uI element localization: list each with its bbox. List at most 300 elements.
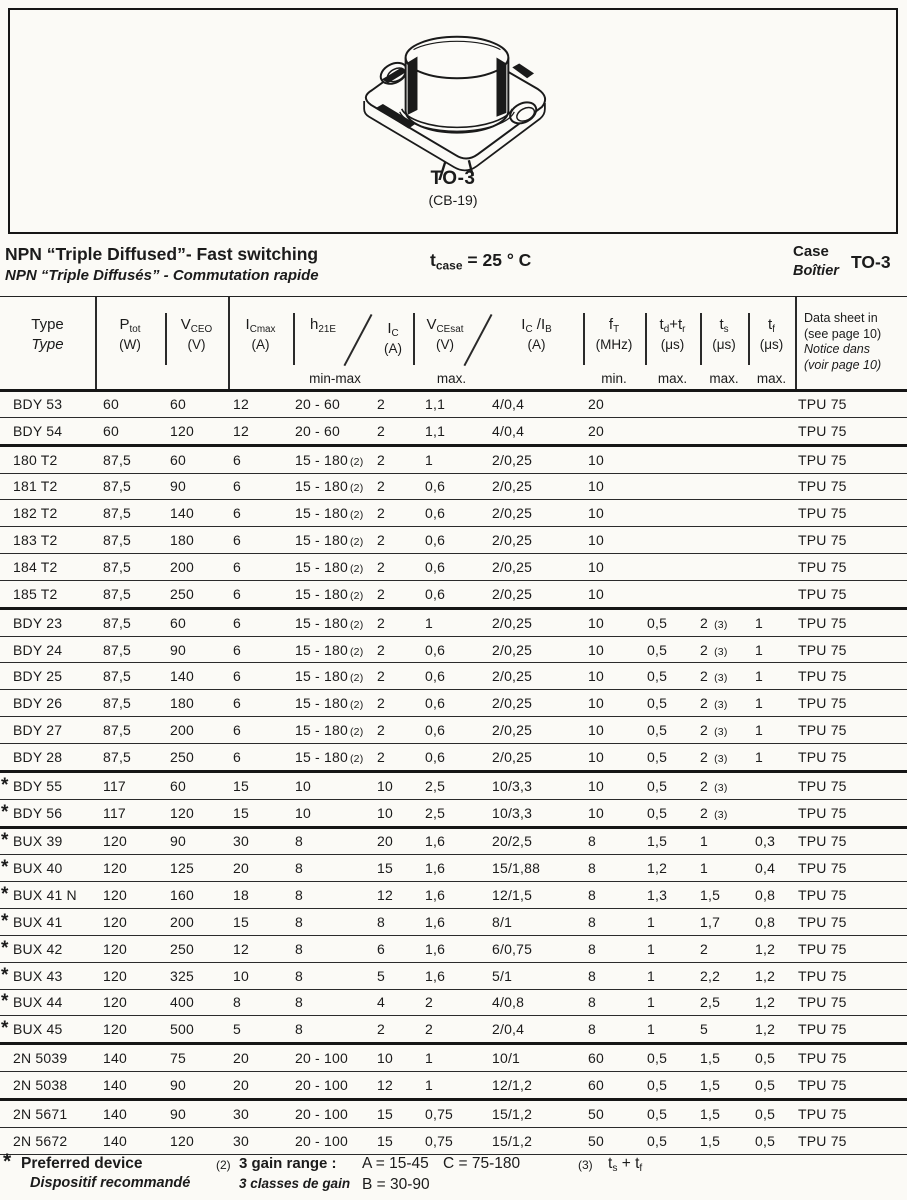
cell-type: BDY 26: [13, 695, 63, 712]
cell-h21e: 20 - 100: [295, 1105, 348, 1122]
col-header-ic: $I_C$ (A): [384, 320, 402, 356]
cell-tf: 1: [755, 722, 763, 739]
cell-ts: 2: [700, 748, 713, 765]
cell-tdtr: 0,5: [647, 777, 668, 794]
cell-ptot: 140: [103, 1077, 127, 1094]
cell-ptot: 87,5: [103, 695, 132, 712]
cell-tdtr: 1: [647, 1021, 655, 1038]
cell-icmax: 30: [233, 1105, 249, 1122]
cell-tf: 1,2: [755, 994, 776, 1011]
cell-sheet: TPU 75: [798, 1132, 847, 1149]
cell-ptot: 140: [103, 1132, 127, 1149]
cell-ts: 2,5: [700, 994, 721, 1011]
table-row: [0, 1016, 907, 1045]
cell-icmax: 6: [233, 505, 241, 522]
cell-vcesat: 1,1: [425, 422, 446, 439]
cell-icmax: 18: [233, 887, 249, 904]
cell-sheet: TPU 75: [798, 668, 847, 685]
cell-ts-note: (3): [714, 781, 728, 794]
table-row: [0, 447, 907, 474]
cell-ic: 12: [377, 887, 393, 904]
cell-tf: 1: [755, 748, 763, 765]
cell-sheet: TPU 75: [798, 777, 847, 794]
cell-ptot: 60: [103, 422, 119, 439]
cell-ptot: 120: [103, 860, 127, 877]
cell-icmax: 6: [233, 614, 241, 631]
cell-icmax: 15: [233, 777, 249, 794]
cell-ptot: 140: [103, 1105, 127, 1122]
cell-vcesat: 0,6: [425, 641, 446, 658]
cell-ts-note: (3): [714, 672, 728, 685]
cell-ic: 2: [377, 395, 385, 412]
cell-icmax: 6: [233, 695, 241, 712]
cell-ts-note: (3): [714, 808, 728, 821]
preferred-star: *: [1, 774, 9, 796]
col-header-icib: $I_C$ $/I_B$ (A): [521, 316, 552, 352]
cell-ic: 2: [377, 532, 385, 549]
table-row: [0, 963, 907, 990]
cell-sheet: TPU 75: [798, 833, 847, 850]
cell-sheet: TPU 75: [798, 614, 847, 631]
cell-tf: 0,8: [755, 913, 776, 930]
cell-ts: 2,2: [700, 967, 721, 984]
cell-vcesat: 1,6: [425, 913, 446, 930]
cell-vceo: 180: [170, 695, 194, 712]
cell-icib: 2/0,4: [492, 1021, 525, 1038]
cell-tdtr: 0,5: [647, 668, 668, 685]
cell-type: BDY 25: [13, 668, 63, 685]
cell-icib: 15/1,2: [492, 1132, 533, 1149]
table-row: [0, 527, 907, 554]
cell-ic: 10: [377, 1050, 393, 1067]
table-row: [0, 474, 907, 501]
cell-type: BUX 44: [13, 994, 63, 1011]
cell-vcesat: 0,6: [425, 532, 446, 549]
cell-ptot: 120: [103, 913, 127, 930]
cell-icib: 20/2,5: [492, 833, 533, 850]
preferred-star: *: [1, 884, 9, 906]
cell-vcesat: 1: [425, 1077, 433, 1094]
col-header-ptot: $P_{tot}$ (W): [119, 316, 141, 352]
cell-h21e: 20 - 100: [295, 1050, 348, 1067]
col-header-vceo: $V_{CEO}$ (V): [180, 316, 213, 352]
col-header-h21e: $h_{21E}$: [310, 316, 336, 335]
cell-ptot: 87,5: [103, 748, 132, 765]
col-limit-h21e: min-max: [309, 371, 361, 386]
cell-tf: 1,2: [755, 967, 776, 984]
cell-sheet: TPU 75: [798, 860, 847, 877]
cell-vcesat: 1,1: [425, 395, 446, 412]
col-limit-ts: max.: [709, 371, 739, 386]
cell-ptot: 120: [103, 994, 127, 1011]
col-limit-tdtr: max.: [657, 371, 688, 386]
cell-icib: 4/0,4: [492, 395, 525, 412]
cell-ptot: 87,5: [103, 532, 132, 549]
cell-h21e-note: (2): [349, 618, 364, 631]
cell-ft: 8: [588, 967, 596, 984]
cell-type: 2N 5672: [13, 1132, 68, 1149]
footnote2-marker: (2): [216, 1158, 231, 1172]
cell-icmax: 6: [233, 478, 241, 495]
cell-ts: 2: [700, 777, 713, 794]
cell-icib: 2/0,25: [492, 585, 533, 602]
cell-type: 183 T2: [13, 532, 58, 549]
cell-vcesat: 0,6: [425, 478, 446, 495]
cell-ic: 2: [377, 695, 385, 712]
cell-h21e: 8: [295, 940, 303, 957]
cell-tdtr: 1,2: [647, 860, 668, 877]
cell-ptot: 120: [103, 967, 127, 984]
table-row: [0, 690, 907, 717]
cell-ic: 5: [377, 967, 385, 984]
cell-vcesat: 0,6: [425, 722, 446, 739]
cell-h21e-note: (2): [349, 699, 364, 712]
cell-sheet: TPU 75: [798, 1021, 847, 1038]
cell-icib: 15/1,88: [492, 860, 541, 877]
cell-ft: 8: [588, 1021, 596, 1038]
preferred-note-fr: Dispositif recommandé: [30, 1175, 191, 1191]
cell-icmax: 6: [233, 748, 241, 765]
cell-ft: 10: [588, 668, 604, 685]
cell-icmax: 20: [233, 1050, 249, 1067]
table-row: [0, 1072, 907, 1101]
footnote3-text: $t_s + t_f$: [608, 1155, 643, 1174]
cell-h21e: 8: [295, 887, 303, 904]
cell-tdtr: 0,5: [647, 1105, 668, 1122]
cell-h21e: 15 - 180: [295, 722, 348, 739]
cell-sheet: TPU 75: [798, 887, 847, 904]
cell-sheet: TPU 75: [798, 451, 847, 468]
cell-ft: 10: [588, 641, 604, 658]
cell-ptot: 87,5: [103, 668, 132, 685]
table-row: [0, 829, 907, 856]
cell-vceo: 90: [170, 1105, 186, 1122]
cell-type: BUX 45: [13, 1021, 63, 1038]
cell-ts: 1,5: [700, 1132, 721, 1149]
cell-ptot: 60: [103, 395, 119, 412]
package-alt-name: (CB-19): [428, 192, 478, 208]
cell-sheet: TPU 75: [798, 478, 847, 495]
cell-ft: 10: [588, 558, 604, 575]
cell-ft: 8: [588, 860, 596, 877]
table-row: [0, 663, 907, 690]
cell-vceo: 60: [170, 395, 186, 412]
preferred-star: *: [1, 910, 9, 932]
cell-ft: 8: [588, 994, 596, 1011]
cell-h21e: 15 - 180: [295, 668, 348, 685]
cell-type: BDY 53: [13, 395, 63, 412]
col-header-vcesat: $V_{CEsat}$ (V): [426, 316, 464, 352]
table-row: [0, 1101, 907, 1128]
cell-vceo: 500: [170, 1021, 194, 1038]
cell-ic: 2: [377, 585, 385, 602]
table-row: [0, 637, 907, 664]
cell-vcesat: 1,6: [425, 940, 446, 957]
cell-vceo: 250: [170, 748, 194, 765]
footnote2-range-a: A = 15-45: [362, 1155, 429, 1172]
cell-vcesat: 2,5: [425, 777, 446, 794]
cell-tf: 0,5: [755, 1132, 776, 1149]
cell-icmax: 6: [233, 668, 241, 685]
table-row: [0, 773, 907, 800]
table-row: [0, 610, 907, 637]
cell-icmax: 6: [233, 532, 241, 549]
cell-icib: 8/1: [492, 913, 513, 930]
cell-vcesat: 0,6: [425, 558, 446, 575]
cell-tdtr: 0,5: [647, 748, 668, 765]
cell-ic: 2: [377, 748, 385, 765]
cell-type: 182 T2: [13, 505, 58, 522]
cell-icmax: 5: [233, 1021, 241, 1038]
table-row: [0, 909, 907, 936]
cell-vceo: 250: [170, 585, 194, 602]
cell-ft: 10: [588, 722, 604, 739]
cell-h21e: 15 - 180: [295, 505, 348, 522]
cell-tdtr: 0,5: [647, 804, 668, 821]
cell-sheet: TPU 75: [798, 804, 847, 821]
cell-tdtr: 0,5: [647, 1077, 668, 1094]
cell-vceo: 160: [170, 887, 194, 904]
cell-type: BUX 41: [13, 913, 63, 930]
cell-ft: 10: [588, 777, 604, 794]
table-row: [0, 744, 907, 773]
cell-ic: 2: [377, 722, 385, 739]
cell-icmax: 30: [233, 1132, 249, 1149]
cell-h21e: 15 - 180: [295, 614, 348, 631]
cell-icib: 2/0,25: [492, 478, 533, 495]
cell-sheet: TPU 75: [798, 395, 847, 412]
cell-ptot: 120: [103, 1021, 127, 1038]
cell-ic: 15: [377, 1105, 393, 1122]
preferred-star: *: [1, 830, 9, 852]
cell-ft: 10: [588, 695, 604, 712]
cell-h21e-note: (2): [349, 589, 364, 602]
cell-ts: 1,5: [700, 887, 721, 904]
cell-h21e-note: (2): [349, 672, 364, 685]
cell-h21e: 15 - 180: [295, 532, 348, 549]
cell-h21e: 15 - 180: [295, 695, 348, 712]
col-header-icmax: $I_{Cmax}$ (A): [245, 316, 276, 352]
cell-ic: 10: [377, 777, 393, 794]
cell-tdtr: 0,5: [647, 1132, 668, 1149]
cell-vcesat: 0,6: [425, 695, 446, 712]
cell-ic: 2: [377, 614, 385, 631]
cell-icib: 10/3,3: [492, 777, 533, 794]
cell-type: 185 T2: [13, 585, 58, 602]
cell-vcesat: 0,6: [425, 505, 446, 522]
cell-sheet: TPU 75: [798, 1105, 847, 1122]
cell-ft: 10: [588, 585, 604, 602]
cell-icib: 6/0,75: [492, 940, 533, 957]
cell-ic: 6: [377, 940, 385, 957]
cell-vcesat: 1,6: [425, 967, 446, 984]
cell-h21e-note: (2): [349, 536, 364, 549]
cell-tdtr: 1: [647, 994, 655, 1011]
cell-h21e-note: (2): [349, 726, 364, 739]
cell-ft: 10: [588, 614, 604, 631]
cell-ts: 2: [700, 722, 713, 739]
cell-type: BDY 28: [13, 748, 63, 765]
cell-tdtr: 1,5: [647, 833, 668, 850]
page-title-en: NPN “Triple Diffused”- Fast switching: [5, 244, 319, 264]
cell-ic: 15: [377, 860, 393, 877]
cell-h21e: 20 - 60: [295, 422, 340, 439]
cell-ts: 5: [700, 1021, 708, 1038]
cell-vceo: 60: [170, 777, 186, 794]
cell-ts-note: (3): [714, 618, 728, 631]
cell-vceo: 60: [170, 451, 186, 468]
cell-tdtr: 0,5: [647, 641, 668, 658]
cell-vceo: 90: [170, 478, 186, 495]
cell-icmax: 20: [233, 860, 249, 877]
cell-sheet: TPU 75: [798, 940, 847, 957]
cell-icmax: 12: [233, 422, 249, 439]
cell-tdtr: 1: [647, 940, 655, 957]
footnote2-range-c: C = 75-180: [443, 1155, 521, 1172]
cell-ft: 60: [588, 1077, 604, 1094]
cell-ic: 15: [377, 1132, 393, 1149]
cell-ts-note: (3): [714, 699, 728, 712]
cell-vceo: 180: [170, 532, 194, 549]
package-panel: [8, 8, 898, 234]
preferred-star: *: [1, 937, 9, 959]
cell-vceo: 250: [170, 940, 194, 957]
cell-ptot: 117: [103, 777, 126, 794]
cell-ic: 2: [377, 451, 385, 468]
col-limit-tf: max.: [756, 371, 787, 386]
col-header-datasheet: Data sheet in (see page 10) Notice dans (voir page 10): [804, 311, 882, 372]
cell-vceo: 120: [170, 1132, 194, 1149]
cell-type: BUX 42: [13, 940, 63, 957]
cell-sheet: TPU 75: [798, 585, 847, 602]
cell-tf: 0,5: [755, 1050, 776, 1067]
col-header-tdtr: $t_d+t_r$ (μs): [659, 316, 686, 352]
cell-icib: 12/1,5: [492, 887, 533, 904]
cell-type: 2N 5039: [13, 1050, 68, 1067]
col-limit-ft: min.: [601, 371, 627, 386]
table-row: [0, 500, 907, 527]
cell-ft: 10: [588, 748, 604, 765]
cell-ptot: 140: [103, 1050, 127, 1067]
cell-icib: 2/0,25: [492, 641, 533, 658]
cell-vceo: 90: [170, 641, 186, 658]
col-header-tf: $t_f$ (μs): [759, 316, 784, 352]
cell-icmax: 20: [233, 1077, 249, 1094]
cell-vceo: 140: [170, 505, 194, 522]
cell-ptot: 120: [103, 887, 127, 904]
cell-type: 184 T2: [13, 558, 58, 575]
cell-icib: 12/1,2: [492, 1077, 533, 1094]
cell-icmax: 12: [233, 395, 249, 412]
preferred-star: *: [1, 964, 9, 986]
cell-icmax: 10: [233, 967, 249, 984]
cell-type: BDY 56: [13, 804, 63, 821]
cell-ic: 10: [377, 804, 393, 821]
cell-type: 2N 5038: [13, 1077, 68, 1094]
cell-ts: 2: [700, 641, 713, 658]
cell-type: BDY 54: [13, 422, 63, 439]
cell-tdtr: 0,5: [647, 722, 668, 739]
cell-sheet: TPU 75: [798, 994, 847, 1011]
cell-type: 180 T2: [13, 451, 58, 468]
cell-h21e: 20 - 100: [295, 1132, 348, 1149]
cell-h21e: 15 - 180: [295, 558, 348, 575]
cell-ic: 12: [377, 1077, 393, 1094]
col-header-ft: $f_T$ (MHz): [595, 316, 633, 352]
cell-ts: 1: [700, 833, 708, 850]
cell-tf: 0,3: [755, 833, 776, 850]
cell-vcesat: 0,6: [425, 748, 446, 765]
cell-icib: 2/0,25: [492, 532, 533, 549]
cell-ts-note: (3): [714, 752, 728, 765]
cell-h21e-note: (2): [349, 562, 364, 575]
cell-h21e: 10: [295, 804, 311, 821]
table-body: [0, 391, 907, 1155]
cell-vcesat: 1: [425, 451, 433, 468]
cell-ts-note: (3): [714, 645, 728, 658]
cell-sheet: TPU 75: [798, 422, 847, 439]
cell-ptot: 120: [103, 940, 127, 957]
cell-icib: 2/0,25: [492, 558, 533, 575]
cell-vceo: 90: [170, 1077, 186, 1094]
cell-vceo: 90: [170, 833, 186, 850]
cell-ic: 2: [377, 505, 385, 522]
cell-ptot: 120: [103, 833, 127, 850]
package-name: TO-3: [430, 168, 476, 189]
cell-ts-note: (3): [714, 726, 728, 739]
cell-vcesat: 0,75: [425, 1132, 454, 1149]
cell-sheet: TPU 75: [798, 532, 847, 549]
cell-vceo: 140: [170, 668, 194, 685]
cell-sheet: TPU 75: [798, 695, 847, 712]
cell-icib: 2/0,25: [492, 451, 533, 468]
cell-type: BDY 55: [13, 777, 63, 794]
cell-vceo: 75: [170, 1050, 186, 1067]
cell-h21e: 8: [295, 1021, 303, 1038]
cell-ic: 2: [377, 478, 385, 495]
cell-tdtr: 1: [647, 967, 655, 984]
cell-ft: 10: [588, 804, 604, 821]
cell-vceo: 325: [170, 967, 194, 984]
cell-icmax: 12: [233, 940, 249, 957]
cell-h21e: 8: [295, 860, 303, 877]
cell-h21e: 15 - 180: [295, 585, 348, 602]
cell-icib: 10/1: [492, 1050, 521, 1067]
cell-ts: 2: [700, 695, 713, 712]
table-row: [0, 800, 907, 829]
page-title-fr: NPN “Triple Diffusés” - Commutation rapide: [5, 267, 319, 284]
cell-ts: 1,5: [700, 1077, 721, 1094]
cell-vcesat: 2: [425, 1021, 433, 1038]
cell-ft: 60: [588, 1050, 604, 1067]
cell-ic: 2: [377, 1021, 385, 1038]
table-row: [0, 418, 907, 447]
table-row: [0, 990, 907, 1017]
cell-ic: 2: [377, 422, 385, 439]
cell-h21e: 15 - 180: [295, 478, 348, 495]
cell-h21e-note: (2): [349, 752, 364, 765]
cell-vceo: 200: [170, 913, 194, 930]
preferred-star: *: [1, 1018, 9, 1040]
tcase-condition: $t_{case} = 25$ ° C: [430, 250, 532, 273]
cell-tf: 1: [755, 668, 763, 685]
cell-icmax: 8: [233, 994, 241, 1011]
cell-h21e-note: (2): [349, 482, 364, 495]
cell-tf: 0,4: [755, 860, 776, 877]
cell-tdtr: 0,5: [647, 614, 668, 631]
table-header: [0, 296, 907, 392]
cell-type: 181 T2: [13, 478, 58, 495]
